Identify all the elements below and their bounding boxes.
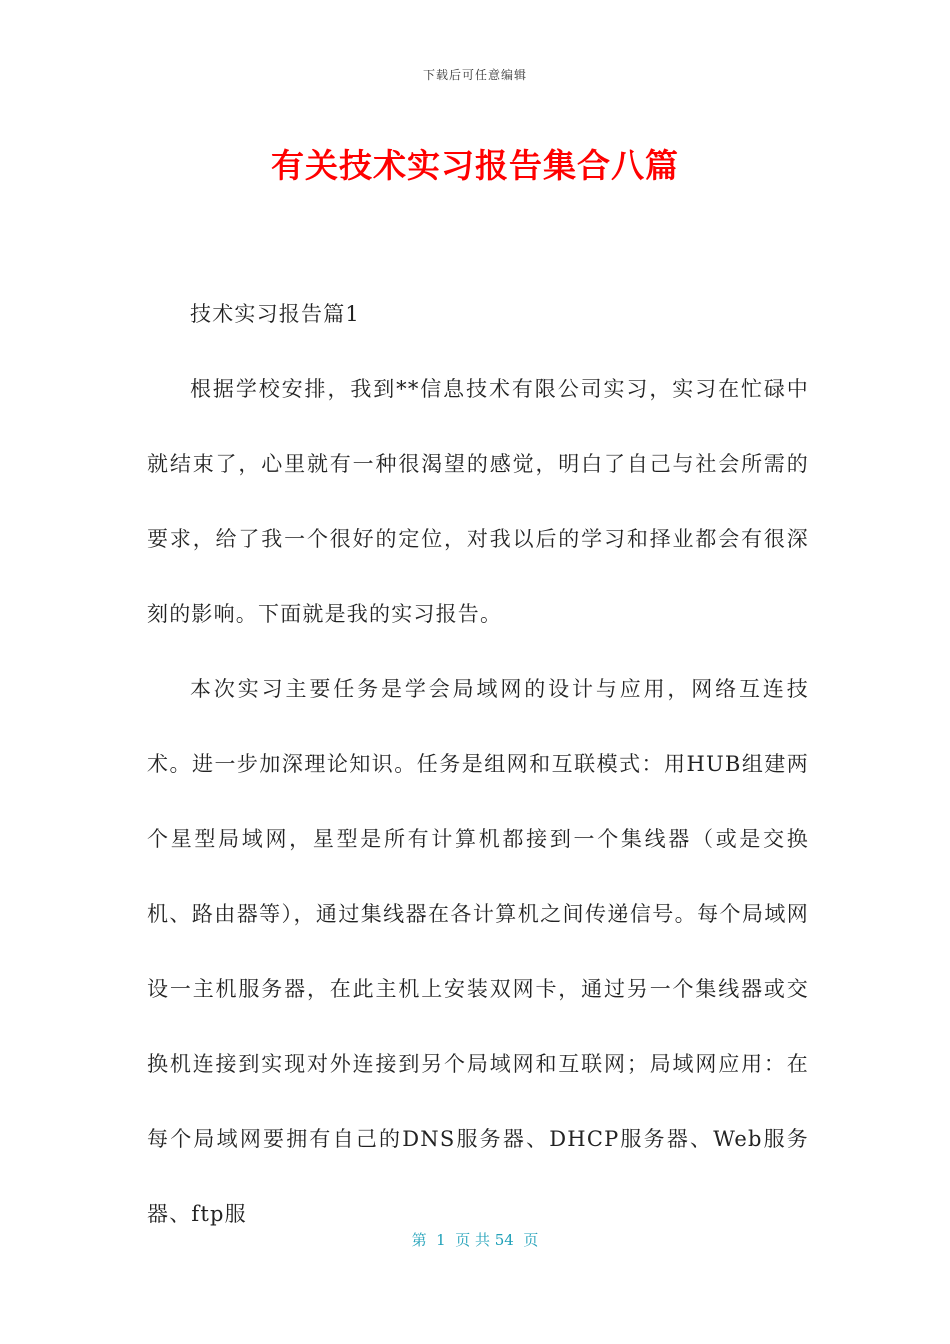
page-number-footer bbox=[0, 1229, 950, 1250]
body-paragraph-1: 根据学校安排，我到**信息技术有限公司实习，实习在忙碌中就结束了，心里就有一种很渴望的感觉，明白了自己与社会所需的要求，给了我一个很好的定位，对我以后的学习和择业都会有很深刻的影响。下面就是我的实习报告。 bbox=[147, 377, 809, 626]
document-body bbox=[147, 277, 809, 1252]
header-note: 下载后可任意编辑 bbox=[422, 68, 527, 82]
section-heading: 技术实习报告篇1 bbox=[190, 302, 360, 326]
page-number-text: 第 1 页 共 54 页 bbox=[411, 1231, 539, 1249]
document-title: 有关技术实习报告集合八篇 bbox=[271, 146, 679, 185]
body-paragraph-2: 本次实习主要任务是学会局域网的设计与应用，网络互连技术。进一步加深理论知识。任务是组网和互联模式：用HUB组建两个星型局域网，星型是所有计算机都接到一个集线器（或是交换机、路由器等），通过集线器在各计算机之间传递信号。每个局域网设一主机服务器，在此主机上安装双网卡，通过另一个集线器或交换机连接到实现对外连接到另个局域网和互联网；局域网应用：在每个局域网要拥有自己的DNS服务器、DHCP服务器、Web服务器、ftp服 bbox=[147, 677, 809, 1226]
